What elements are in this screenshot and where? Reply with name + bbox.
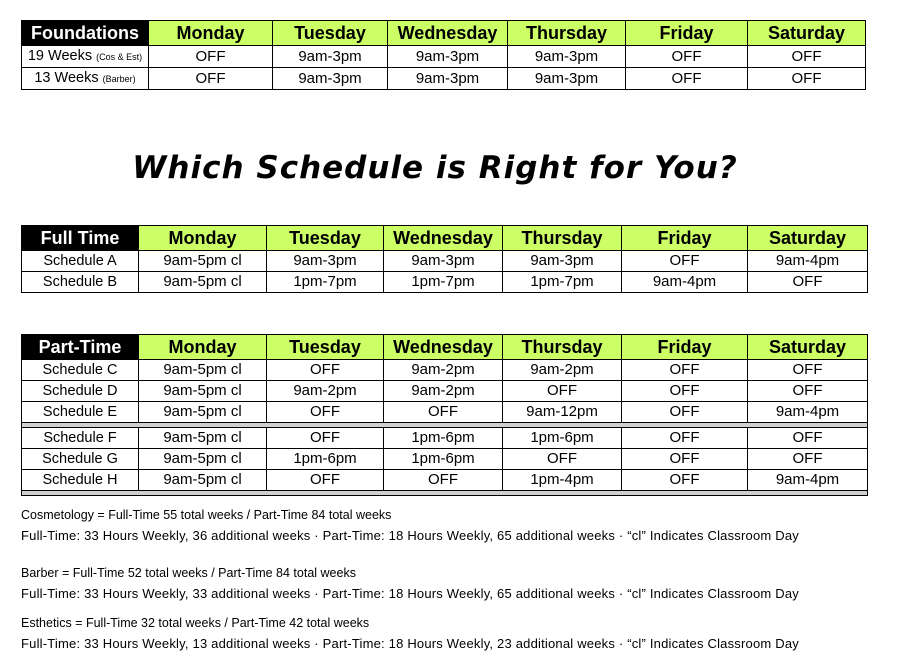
table-cell: OFF (622, 251, 748, 272)
table-cell: 9am-2pm (384, 381, 503, 402)
row-label (22, 68, 149, 90)
table-cell: 9am-5pm cl (139, 251, 267, 272)
full-time-title: Full Time (22, 226, 139, 251)
table-cell: OFF (748, 428, 868, 449)
table-cell: OFF (384, 470, 503, 491)
table-row (22, 272, 868, 293)
barber-note-title: Barber = Full-Time 52 total weeks / Part-Time 84 total weeks (21, 566, 356, 580)
part-time-title: Part-Time (22, 335, 139, 360)
table-cell: 9am-2pm (503, 360, 622, 381)
row-label: Schedule B (22, 272, 139, 293)
table-cell: 9am-4pm (748, 251, 868, 272)
day-header: Monday (149, 21, 273, 46)
foundations-title: Foundations (22, 21, 149, 46)
table-cell: OFF (622, 428, 748, 449)
day-header: Friday (622, 335, 748, 360)
table-cell: 9am-5pm cl (139, 272, 267, 293)
row-label: Schedule G (22, 449, 139, 470)
table-cell: OFF (267, 360, 384, 381)
table-cell: 9am-3pm (384, 251, 503, 272)
table-cell: 1pm-4pm (503, 470, 622, 491)
day-header: Friday (626, 21, 748, 46)
table-row (22, 251, 868, 272)
foundations-header-row (22, 21, 866, 46)
table-cell: OFF (503, 449, 622, 470)
table-cell: OFF (503, 381, 622, 402)
part-time-table (21, 334, 868, 496)
table-cell: OFF (267, 470, 384, 491)
table-cell: 1pm-6pm (503, 428, 622, 449)
table-cell: 9am-3pm (267, 251, 384, 272)
separator-bar (22, 491, 868, 496)
table-cell: OFF (626, 68, 748, 90)
row-label-sub: (Cos & Est) (96, 52, 143, 62)
day-header: Tuesday (267, 226, 384, 251)
table-cell: OFF (748, 360, 868, 381)
table-row (22, 402, 868, 423)
row-label-text: 13 Weeks (34, 70, 99, 86)
row-label (22, 46, 149, 68)
table-cell: 9am-3pm (503, 251, 622, 272)
table-cell: OFF (267, 402, 384, 423)
row-label: Schedule D (22, 381, 139, 402)
row-label: Schedule H (22, 470, 139, 491)
table-cell: OFF (149, 46, 273, 68)
day-header: Saturday (748, 226, 868, 251)
table-cell: 1pm-6pm (384, 428, 503, 449)
table-cell: 1pm-7pm (384, 272, 503, 293)
table-cell: 9am-4pm (622, 272, 748, 293)
table-cell: 1pm-6pm (384, 449, 503, 470)
table-cell: OFF (622, 470, 748, 491)
row-label: Schedule C (22, 360, 139, 381)
table-row (22, 449, 868, 470)
row-label: Schedule F (22, 428, 139, 449)
row-label: Schedule E (22, 402, 139, 423)
day-header: Friday (622, 226, 748, 251)
table-cell: 9am-4pm (748, 470, 868, 491)
table-cell: 9am-5pm cl (139, 360, 267, 381)
esthetics-note-detail: Full-Time: 33 Hours Weekly, 13 additional weeks · Part-Time: 18 Hours Weekly, 23 additional weeks · “cl” Indicates Classroom Day (21, 636, 799, 651)
table-cell: OFF (748, 68, 866, 90)
day-header: Tuesday (267, 335, 384, 360)
day-header: Thursday (508, 21, 626, 46)
foundations-table (21, 20, 866, 90)
table-cell: OFF (626, 46, 748, 68)
day-header: Tuesday (273, 21, 388, 46)
table-cell: OFF (748, 381, 868, 402)
table-row (22, 381, 868, 402)
group-separator (22, 491, 868, 496)
table-cell: OFF (149, 68, 273, 90)
day-header: Thursday (503, 226, 622, 251)
table-cell: 9am-5pm cl (139, 449, 267, 470)
day-header: Wednesday (384, 335, 503, 360)
table-cell: OFF (748, 272, 868, 293)
page-headline: Which Schedule is Right for You? (132, 150, 738, 186)
table-cell: OFF (748, 449, 868, 470)
table-cell: 9am-2pm (267, 381, 384, 402)
day-header: Monday (139, 226, 267, 251)
day-header: Monday (139, 335, 267, 360)
table-row (22, 68, 866, 90)
table-cell: 9am-2pm (384, 360, 503, 381)
table-cell: 9am-3pm (388, 46, 508, 68)
day-header: Saturday (748, 335, 868, 360)
table-cell: OFF (622, 402, 748, 423)
table-cell: OFF (622, 360, 748, 381)
table-row (22, 470, 868, 491)
table-cell: 9am-5pm cl (139, 381, 267, 402)
table-row (22, 428, 868, 449)
table-cell: OFF (748, 46, 866, 68)
table-cell: OFF (622, 449, 748, 470)
part-time-header-row (22, 335, 868, 360)
row-label-text: 19 Weeks (27, 48, 93, 64)
table-row (22, 46, 866, 68)
full-time-header-row (22, 226, 868, 251)
table-cell: 9am-4pm (748, 402, 868, 423)
table-cell: 1pm-7pm (503, 272, 622, 293)
table-cell: 9am-12pm (503, 402, 622, 423)
table-cell: 9am-5pm cl (139, 428, 267, 449)
table-cell: 9am-5pm cl (139, 470, 267, 491)
table-cell: OFF (384, 402, 503, 423)
row-label: Schedule A (22, 251, 139, 272)
day-header: Wednesday (388, 21, 508, 46)
table-cell: OFF (622, 381, 748, 402)
day-header: Wednesday (384, 226, 503, 251)
cosmetology-note-detail: Full-Time: 33 Hours Weekly, 36 additional weeks · Part-Time: 18 Hours Weekly, 65 additional weeks · “cl” Indicates Classroom Day (21, 528, 799, 543)
table-cell: 1pm-6pm (267, 449, 384, 470)
table-cell: 1pm-7pm (267, 272, 384, 293)
full-time-table (21, 225, 868, 293)
table-cell: 9am-3pm (273, 68, 388, 90)
table-cell: 9am-3pm (508, 68, 626, 90)
day-header: Saturday (748, 21, 866, 46)
table-cell: 9am-3pm (273, 46, 388, 68)
day-header: Thursday (503, 335, 622, 360)
esthetics-note-title: Esthetics = Full-Time 32 total weeks / Part-Time 42 total weeks (21, 616, 370, 630)
table-row (22, 360, 868, 381)
table-cell: 9am-3pm (508, 46, 626, 68)
table-cell: OFF (267, 428, 384, 449)
table-cell: 9am-3pm (388, 68, 508, 90)
row-label-sub: (Barber) (102, 74, 136, 84)
cosmetology-note-title: Cosmetology = Full-Time 55 total weeks / Part-Time 84 total weeks (21, 508, 392, 522)
table-cell: 9am-5pm cl (139, 402, 267, 423)
barber-note-detail: Full-Time: 33 Hours Weekly, 33 additional weeks · Part-Time: 18 Hours Weekly, 65 additional weeks · “cl” Indicates Classroom Day (21, 586, 799, 601)
